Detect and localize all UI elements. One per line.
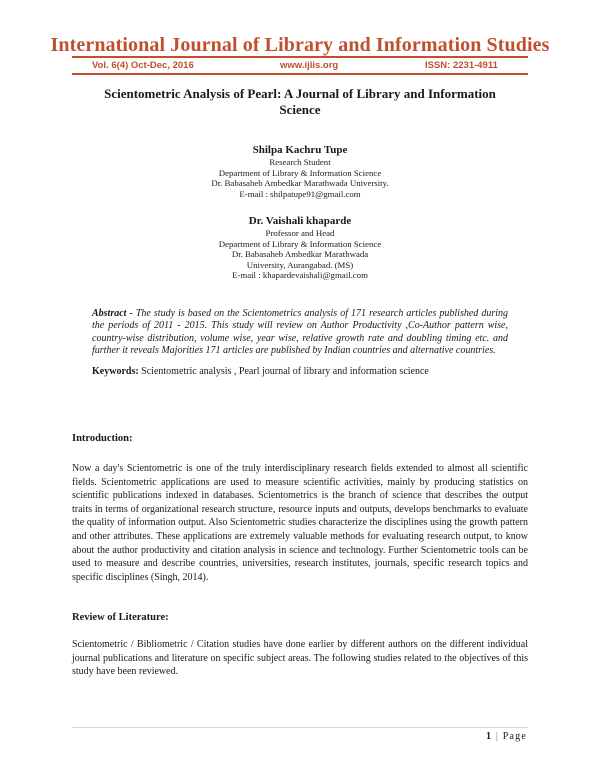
- author-name: Dr. Vaishali khaparde: [248, 215, 352, 227]
- author-email: E-mail : khapardevaishali@gmail.com: [232, 270, 368, 281]
- author-affiliation: Dr. Babasaheb Ambedkar Marathwada University.: [211, 178, 389, 189]
- introduction-paragraph: Now a day's Scientometric is one of the truly interdisciplinary research fields extended to almost all scientific fields. Scientometric applications are used to measure scientific activities, mainly by producing statistics on scientific publications indexed in databases. Scientometrics is the branch of science that describes the output traits in terms of organizational research structure, resource inputs and outputs, develops benchmarks to evaluate the quality of information output. Also Scientometric studies characterize the disciplines using the growth pattern and other attributes. These applications are extremely valuable methods for evaluating research output, to know about the author productivity and citation analysis in science and technology. Further Scientometric tools can be used to measure and describe countries, universities, research institutes, journals, specific research topics and specific disciplines (Singh, 2014).: [72, 463, 528, 583]
- page-separator: |: [495, 731, 500, 742]
- abstract-text: The study is based on the Scientometrics analysis of 171 research articles published during the periods of 2011 - 2015. This study will review on Author Productivity ,Co-Author pattern wise, country-wise distribution, volume wise, year wise, relative growth rate and doubling timing etc. and further it reveals Majorities 171 articles are published by Indian countries and alternative countries.: [92, 308, 508, 357]
- review-paragraph: Scientometric / Bibliometric / Citation studies have done earlier by different authors on the different individual journal publications and literature on specific subject areas. The following studies related to the objectives of this study have been reviewed.: [72, 639, 528, 678]
- page-label: Page: [502, 731, 527, 742]
- journal-website: www.ijlis.org: [280, 60, 339, 71]
- author-role: Research Student: [269, 157, 331, 167]
- page-footer: [486, 731, 527, 742]
- abstract-label: Abstract -: [92, 308, 133, 319]
- journal-title: International Journal of Library and Information Studies: [50, 34, 550, 56]
- keywords: [92, 366, 532, 378]
- author-affiliation: Dr. Babasaheb Ambedkar Marathwada: [231, 249, 369, 260]
- author-name: Shilpa Kachru Tupe: [252, 144, 348, 156]
- header-rule-bottom: [72, 73, 528, 75]
- footer-rule: [72, 727, 528, 728]
- journal-meta-bar: [72, 58, 528, 73]
- page-number: 1: [485, 731, 493, 742]
- author-department: Department of Library & Information Science: [218, 167, 382, 178]
- keywords-text: Scientometric analysis , Pearl journal of library and information science: [141, 366, 429, 377]
- volume-info: Vol. 6(4) Oct-Dec, 2016: [92, 60, 194, 71]
- author-role: Professor and Head: [265, 228, 335, 238]
- author-block-2: [100, 214, 500, 281]
- author-block-1: [100, 143, 500, 199]
- paper-title: Scientometric Analysis of Pearl: A Journal of Library and Information Science: [104, 86, 496, 117]
- review-heading: Review of Literature:: [72, 612, 169, 623]
- author-department: Department of Library & Information Science: [218, 238, 382, 249]
- author-location: University, Aurangabad. (MS): [246, 259, 354, 270]
- introduction-heading: Introduction:: [72, 433, 133, 444]
- author-email: E-mail : shilpatupe91@gmail.com: [239, 188, 361, 199]
- abstract: [92, 308, 508, 358]
- keywords-label: Keywords:: [92, 366, 139, 377]
- issn-info: ISSN: 2231-4911: [425, 60, 498, 71]
